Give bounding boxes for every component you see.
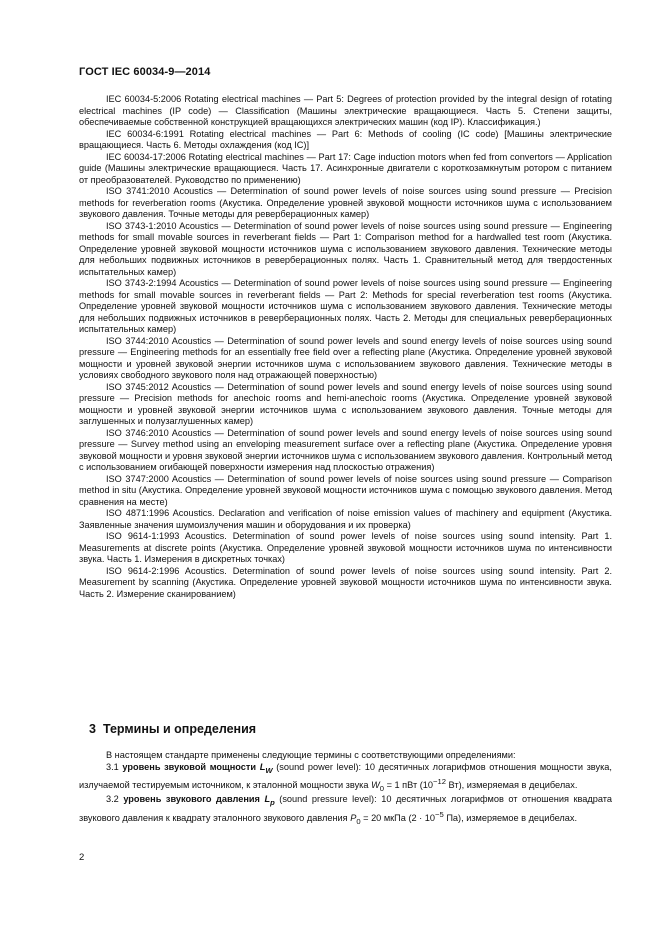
page-number: 2 [79,852,85,863]
term-definition [79,762,612,795]
reference-symbol: W [371,779,380,790]
term-symbol: L [259,761,266,772]
reference-symbol-subscript: 0 [379,783,384,793]
term-name: уровень звукового давления [123,794,260,805]
term-symbol-subscript: p [270,798,275,808]
normative-references [79,94,612,600]
reference-value: = 1 пВт (10 [386,779,433,790]
terms-section [79,750,612,827]
reference-item: ISO 9614-1:1993 Acoustics. Determination of sound power levels of noise sources using sound intensity. Part 1. Measurements at discrete points (Акустика. Определение уровней звуковой мощности источников шума по интенсивности звука. Часть 1. Измерения в дискретных точках) [79,531,612,564]
reference-symbol: P [350,812,357,823]
document-header: ГОСТ IEC 60034-9—2014 [79,66,211,78]
term-definition-text: 10 десятичных логарифмов отношения мощности звука, излучаемой тестируемым источником, к эталонной мощности звука [79,761,612,790]
term-english: (sound power level): [276,761,362,772]
term-definition [79,794,612,827]
reference-item: IEC 60034-17:2006 Rotating electrical machines — Part 17: Cage induction motors when fed from convertors — Application guide (Машины электрические вращающиеся. Часть 17. Асинхронные двигатели с короткозамкнутым ротором с питанием от преобразователей. Руководство по применению) [79,151,612,185]
term-symbol-subscript: W [265,765,273,775]
reference-item: IEC 60034-6:1991 Rotating electrical machines — Part 6: Methods of cooling (IC code) [Машины электрические вращающиеся. Часть 6. Методы охлаждения (код IC)] [79,128,612,150]
term-english: (sound pressure level): [279,794,377,805]
reference-value: = 20 мкПа (2 · 10 [363,812,436,823]
term-definition-text: 10 десятичных логарифмов от отношения квадрата звукового давления к квадрату эталонного звукового давления [79,794,612,823]
reference-item: ISO 3743-1:2010 Acoustics — Determination of sound power levels of noise sources using sound pressure — Engineering methods for small movable sources in reverberant fields — Part 1: Comparison method for a hardwalled test room (Акустика. Определение уровней звуковой мощности источников шума с использованием звукового давления. Технические методы для небольших подвижных источников в реверберационных полях. Часть 1. Сравнительный метод для твердостенных испытательных камер) [79,220,612,277]
reference-exponent: −12 [432,776,446,786]
terms-intro: В настоящем стандарте применены следующие термины с соответствующими определениями: [106,750,516,760]
section-heading [89,722,256,736]
reference-item: ISO 3743-2:1994 Acoustics — Determination of sound power levels of noise sources using sound pressure — Engineering methods for small movable sources in reverberant fields — Part 2: Methods for special reverberation test rooms (Акустика. Определение уровней звуковой мощности источников шума с использованием звукового давления. Технические методы для небольших подвижных источников в реверберационных полях. Часть 2. Методы для специальных реверберационных испытательных камер) [79,278,612,334]
section-title: Термины и определения [102,722,257,736]
reference-item: ISO 3746:2010 Acoustics — Determination of sound power levels and sound energy levels of noise sources using sound pressure — Survey method using an enveloping measurement surface over a reflecting plane (Акустика. Определение уровня звуковой мощности и уровня звуковой энергии источников шума с использованием звукового давления. Контрольный метод с использованием огибающей поверхности измерения над плоскостью отражения) [79,427,612,472]
term-name: уровень звуковой мощности [122,761,257,772]
reference-unit: Па), измеряемое в децибелах. [446,812,578,823]
reference-symbol-subscript: 0 [356,816,361,826]
term-symbol: L [264,794,271,805]
reference-item: ISO 3741:2010 Acoustics — Determination of sound power levels of noise sources using sound pressure — Precision methods for reverberation rooms (Акустика. Определение уровней звуковой мощности источников шума с использованием звукового давления. Точные методы для реверберационных камер) [79,186,612,219]
reference-item: ISO 3744:2010 Acoustics — Determination of sound power levels and sound energy levels of noise sources using sound pressure — Engineering methods for an essentially free field over a reflecting plane (Акустика. Определение уровней звуковой мощности и уровней звуковой энергии источников шума с использованием звукового давления. Технические методы в условиях свободного звукового поля над отражающей поверхностью) [79,335,612,380]
reference-item: ISO 9614-2:1996 Acoustics. Determination of sound power levels of noise sources using sound intensity. Part 2. Measurement by scanning (Акустика. Определение уровней звуковой мощности источников шума по интенсивности звука. Часть 2. Измерение сканированием) [79,565,612,599]
reference-item: IEC 60034-5:2006 Rotating electrical machines — Part 5: Degrees of protection provided by the integral design of rotating electrical machines (IP code) — Classification (Машины электрические вращающиеся. Часть 5. Степени защиты, обеспечиваемые собственной конструкцией вращающихся электрических машин (код IP). Классификация.) [79,94,612,127]
section-number: 3 [89,722,96,736]
reference-item: ISO 4871:1996 Acoustics. Declaration and verification of noise emission values of machinery and equipment (Акустика. Заявленные значения шумоизлучения машин и оборудования и их проверка) [79,508,612,530]
reference-exponent: −5 [435,809,444,819]
reference-item: ISO 3745:2012 Acoustics — Determination of sound power levels and sound energy levels of noise sources using sound pressure — Precision methods for anechoic rooms and hemi-anechoic rooms (Акустика. Определение уровней звуковой мощности и уровней звуковой энергии источников шума с использованием звукового давления. Точные методы для заглушенных и полузаглушенных камер) [79,381,612,426]
term-number: 3.1 [106,761,119,772]
reference-item: ISO 3747:2000 Acoustics — Determination of sound power levels of noise sources using sound pressure — Comparison method in situ (Акустика. Определение уровней звуковой мощности источников шума с помощью звукового давления. Метод сравнения на месте) [79,473,612,507]
term-number: 3.2 [106,794,119,805]
reference-unit: Вт), измеряемая в децибелах. [448,779,578,790]
